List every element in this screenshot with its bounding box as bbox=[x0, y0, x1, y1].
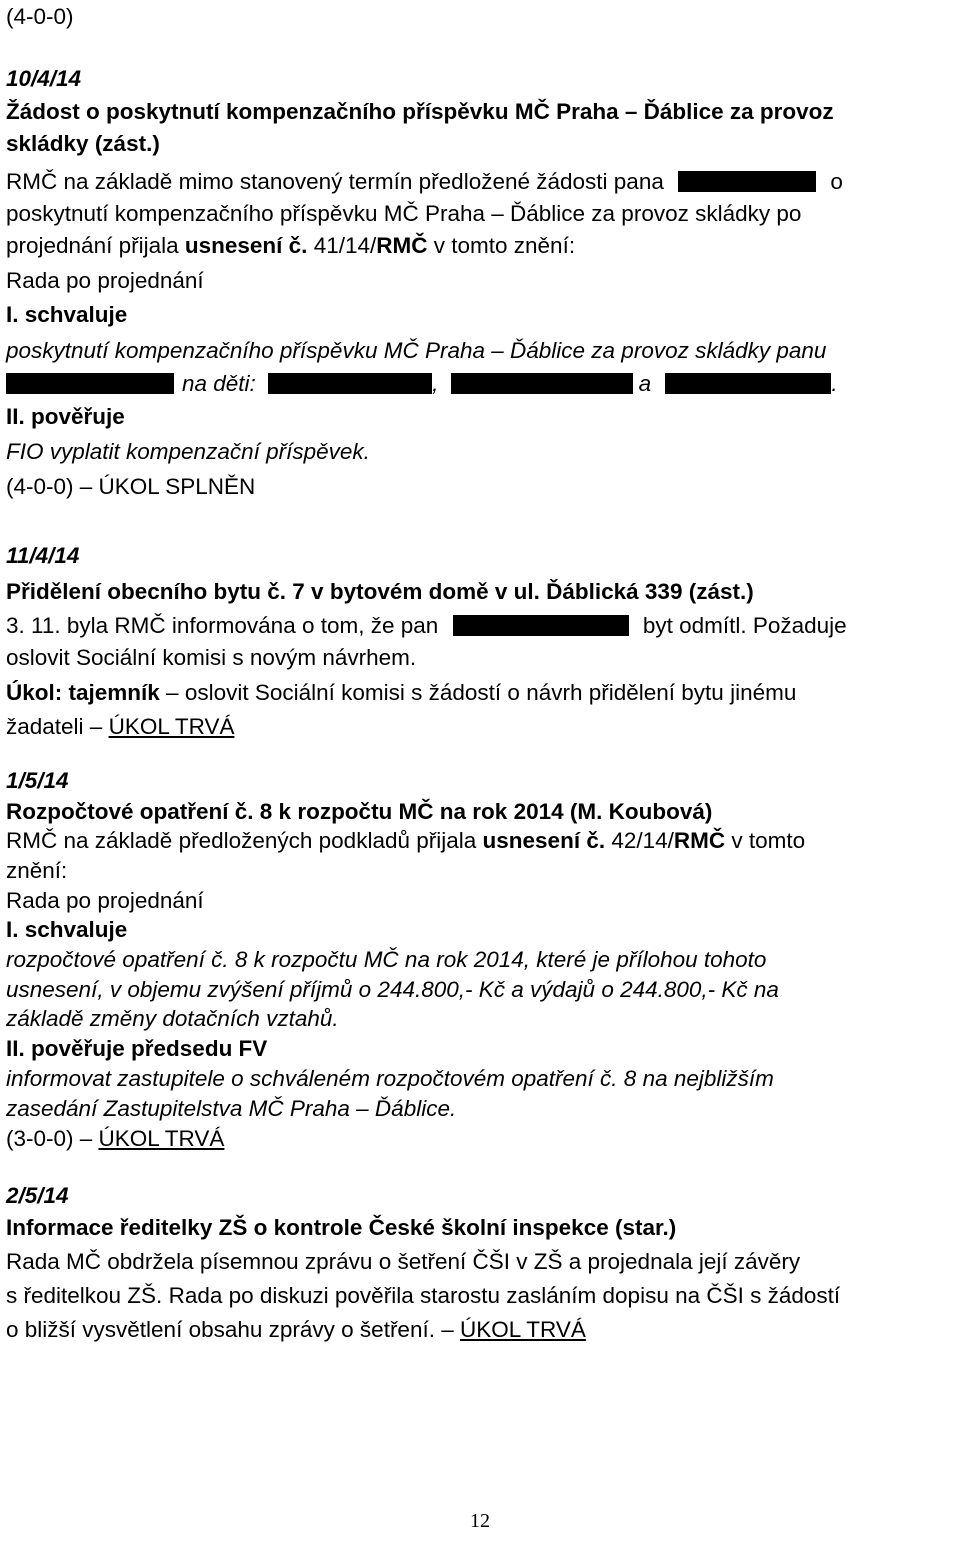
text: na děti: bbox=[182, 371, 256, 396]
point-text: informovat zastupitele o schváleném rozpočtovém opatření č. 8 na nejbližším bbox=[6, 1066, 774, 1091]
text: – oslovit Sociální komisi s žádostí o návrh přidělení bytu jinému bbox=[159, 680, 797, 705]
council-heading: Rada po projednání bbox=[6, 268, 204, 293]
task-status: ÚKOL TRVÁ bbox=[459, 1317, 586, 1342]
text: byt odmítl. Požaduje bbox=[642, 613, 847, 638]
redaction-block bbox=[665, 373, 831, 394]
resolution-number: 10/4/14 bbox=[6, 66, 82, 91]
redaction-block bbox=[678, 171, 816, 192]
paragraph-line: Rada MČ obdržela písemnou zprávu o šetření ČŠI v ZŠ a projednala její závěry bbox=[6, 1249, 801, 1274]
point-text: základě změny dotačních vztahů. bbox=[6, 1006, 339, 1031]
point-text: FIO vyplatit kompenzační příspěvek. bbox=[6, 439, 370, 464]
text: (3-0-0) – bbox=[6, 1126, 99, 1151]
resolution-number: 2/5/14 bbox=[6, 1183, 69, 1208]
text: , bbox=[432, 371, 439, 396]
point-text: usnesení, v objemu zvýšení příjmů o 244.800,- Kč a výdajů o 244.800,- Kč na bbox=[6, 977, 779, 1002]
point-text: zasedání Zastupitelstva MČ Praha – Ďáblice. bbox=[6, 1096, 457, 1121]
task-line bbox=[6, 1315, 586, 1345]
resolution-ref: usnesení č. bbox=[482, 828, 606, 853]
text: . bbox=[831, 371, 838, 396]
text: 3. 11. byla RMČ informována o tom, že pan bbox=[6, 613, 439, 638]
task-status: ÚKOL TRVÁ bbox=[108, 714, 235, 739]
text: projednání přijala bbox=[6, 233, 185, 258]
redaction-block bbox=[453, 615, 629, 636]
resolution-title: Informace ředitelky ZŠ o kontrole České školní inspekce (star.) bbox=[6, 1215, 677, 1240]
point-text bbox=[6, 369, 838, 399]
redaction-block bbox=[6, 373, 174, 394]
resolution-number: 11/4/14 bbox=[6, 543, 80, 568]
text: žadateli – bbox=[6, 714, 109, 739]
paragraph-line: oslovit Sociální komisi s novým návrhem. bbox=[6, 645, 417, 670]
resolution-number: 1/5/14 bbox=[6, 768, 69, 793]
redaction-block bbox=[451, 373, 633, 394]
task-line bbox=[6, 1124, 224, 1154]
text: RMČ na základě mimo stanovený termín předložené žádosti pana bbox=[6, 169, 664, 194]
text: v tomto bbox=[725, 828, 806, 853]
text: o bbox=[830, 169, 843, 194]
vote-result: (4-0-0) bbox=[6, 4, 74, 29]
point-heading: I. schvaluje bbox=[6, 302, 128, 327]
text: v tomto znění: bbox=[427, 233, 576, 258]
resolution-ref: usnesení č. bbox=[184, 233, 308, 258]
text: 42/14/ bbox=[605, 828, 674, 853]
task-status: (4-0-0) – ÚKOL SPLNĚN bbox=[6, 474, 256, 499]
resolution-title-cont: skládky (zást.) bbox=[6, 131, 160, 156]
paragraph-line bbox=[6, 167, 843, 197]
paragraph-line: s ředitelkou ZŠ. Rada po diskuzi pověřila starostu zasláním dopisu na ČŠI s žádostí bbox=[6, 1283, 841, 1308]
redaction-block bbox=[268, 373, 432, 394]
point-text: rozpočtové opatření č. 8 k rozpočtu MČ na rok 2014, které je přílohou tohoto bbox=[6, 947, 767, 972]
paragraph-line bbox=[6, 231, 575, 261]
paragraph-line: znění: bbox=[6, 858, 68, 883]
resolution-ref: RMČ bbox=[673, 828, 726, 853]
resolution-title: Přidělení obecního bytu č. 7 v bytovém domě v ul. Ďáblická 339 (zást.) bbox=[6, 579, 754, 604]
text: 41/14/ bbox=[307, 233, 377, 258]
point-text: poskytnutí kompenzačního příspěvku MČ Praha – Ďáblice za provoz skládky panu bbox=[6, 338, 827, 363]
paragraph-line bbox=[6, 826, 805, 856]
point-heading: II. pověřuje předsedu FV bbox=[6, 1036, 268, 1061]
task-owner: Úkol: tajemník bbox=[6, 680, 160, 705]
text: RMČ na základě předložených podkladů přijala bbox=[6, 828, 483, 853]
paragraph-line bbox=[6, 611, 847, 641]
council-heading: Rada po projednání bbox=[6, 888, 204, 913]
task-status: ÚKOL TRVÁ bbox=[98, 1126, 225, 1151]
resolution-title: Žádost o poskytnutí kompenzačního příspěvku MČ Praha – Ďáblice za provoz bbox=[6, 99, 834, 124]
resolution-title: Rozpočtové opatření č. 8 k rozpočtu MČ na rok 2014 (M. Koubová) bbox=[6, 799, 713, 824]
page-number: 12 bbox=[470, 1510, 490, 1532]
resolution-ref: RMČ bbox=[376, 233, 428, 258]
text: a bbox=[638, 371, 652, 396]
task-line bbox=[6, 678, 796, 708]
point-heading: II. pověřuje bbox=[6, 404, 125, 429]
task-line bbox=[6, 712, 234, 742]
point-heading: I. schvaluje bbox=[6, 917, 128, 942]
text: o bližší vysvětlení obsahu zprávy o šetření. – bbox=[6, 1317, 460, 1342]
paragraph-line: poskytnutí kompenzačního příspěvku MČ Praha – Ďáblice za provoz skládky po bbox=[6, 201, 802, 226]
